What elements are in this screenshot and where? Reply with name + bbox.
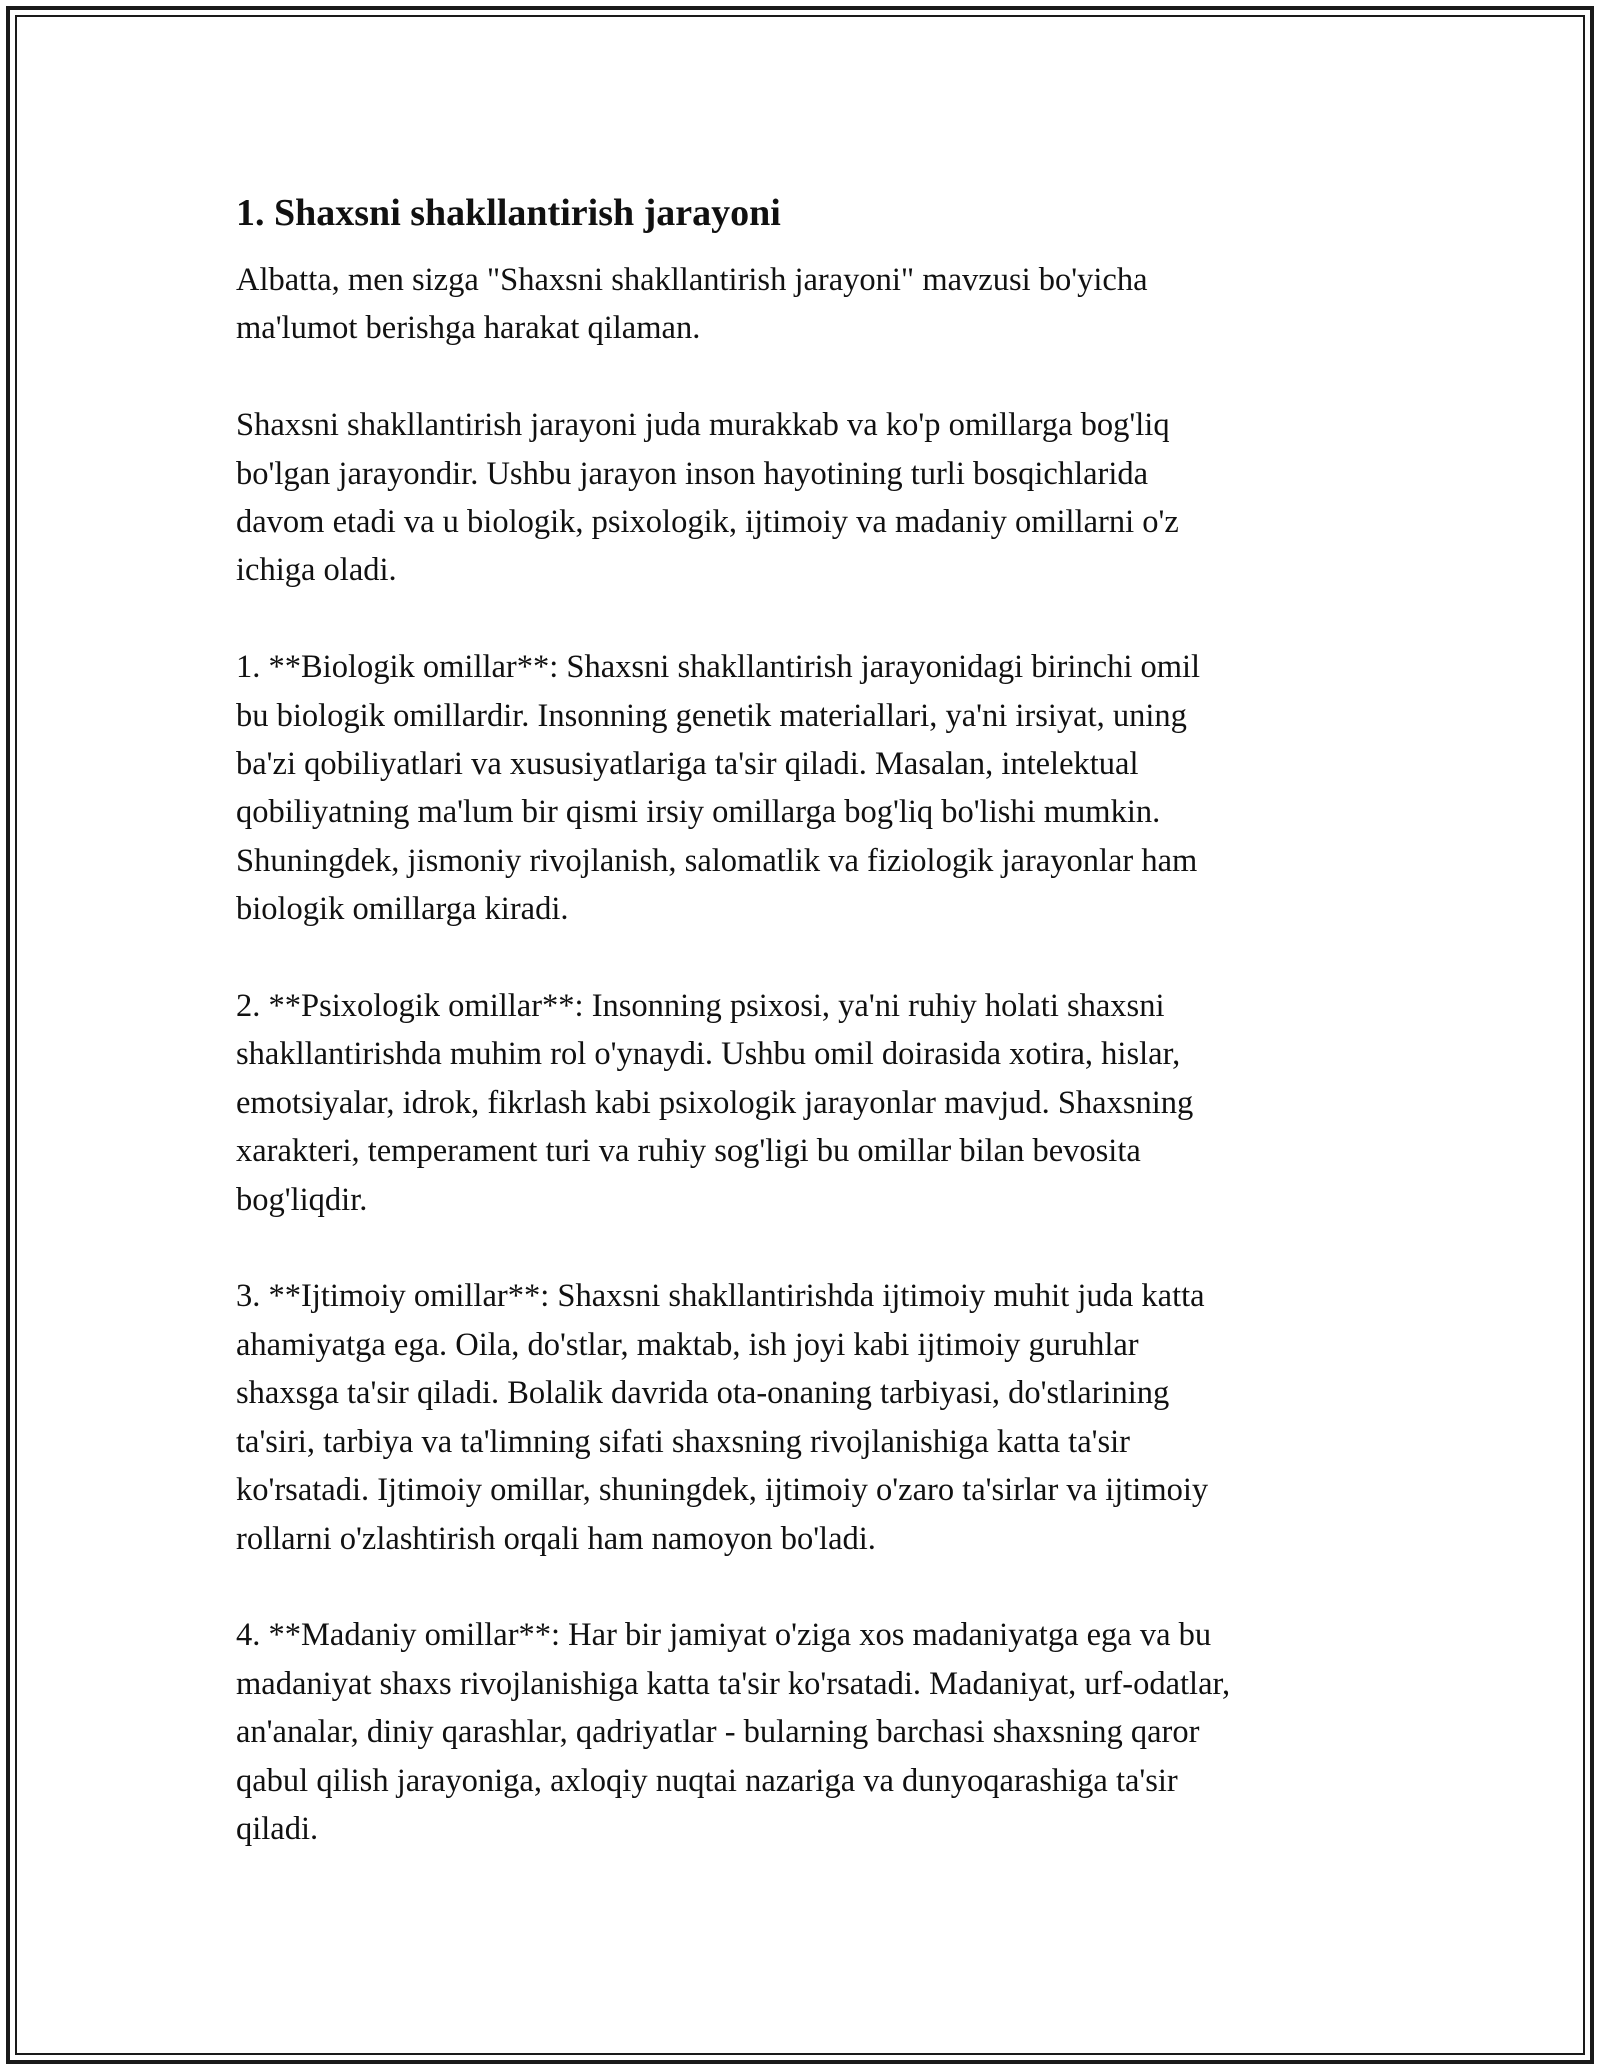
text-line: xarakteri, temperament turi va ruhiy sog'ligi bu omillar bilan bevosita xyxy=(236,1133,1141,1170)
text-line: madaniyat shaxs rivojlanishiga katta ta'sir ko'rsatadi. Madaniyat, urf-odatlar, xyxy=(236,1665,1231,1702)
text-line: Shaxsni shakllantirish jarayoni juda murakkab va ko'p omillarga bog'liq xyxy=(236,407,1170,444)
text-line: ma'lumot berishga harakat qilaman. xyxy=(236,310,701,347)
text-line: biologik omillarga kiradi. xyxy=(236,891,569,928)
text-line: shaxsga ta'sir qiladi. Bolalik davrida ota-onaning tarbiyasi, do'stlarining xyxy=(236,1375,1170,1412)
text-line: shakllantirishda muhim rol o'ynaydi. Ushbu omil doirasida xotira, hislar, xyxy=(236,1036,1181,1073)
paragraph xyxy=(236,401,1376,595)
paragraph xyxy=(236,1272,1376,1562)
text-line: 4. **Madaniy omillar**: Har bir jamiyat o'ziga xos madaniyatga ega va bu xyxy=(236,1617,1212,1654)
text-line: davom etadi va u biologik, psixologik, ijtimoiy va madaniy omillarni o'z xyxy=(236,504,1179,541)
paragraph xyxy=(236,982,1376,1224)
text-line: bo'lgan jarayondir. Ushbu jarayon inson hayotining turli bosqichlarida xyxy=(236,455,1149,492)
text-line: bu biologik omillardir. Insonning genetik materiallari, ya'ni irsiyat, uning xyxy=(236,697,1187,734)
text-line: Albatta, men sizga "Shaxsni shakllantirish jarayoni" mavzusi bo'yicha xyxy=(236,262,1148,298)
text-line: 3. **Ijtimoiy omillar**: Shaxsni shakllantirishda ijtimoiy muhit juda katta xyxy=(236,1278,1205,1315)
text-line: ba'zi qobiliyatlari va xususiyatlariga ta'sir qiladi. Masalan, intelektual xyxy=(236,746,1139,783)
paragraph-list xyxy=(236,256,1376,1853)
paragraph xyxy=(236,256,1376,353)
text-line: qabul qilish jarayoniga, axloqiy nuqtai nazariga va dunyoqarashiga ta'sir xyxy=(236,1762,1178,1799)
text-line: 2. **Psixologik omillar**: Insonning psixosi, ya'ni ruhiy holati shaxsni xyxy=(236,988,1165,1025)
text-line: ichiga oladi. xyxy=(236,552,397,589)
text-line: bog'liqdir. xyxy=(236,1181,368,1218)
text-line: emotsiyalar, idrok, fikrlash kabi psixologik jarayonlar mavjud. Shaxsning xyxy=(236,1084,1194,1121)
text-line: 1. **Biologik omillar**: Shaxsni shakllantirish jarayonidagi birinchi omil xyxy=(236,649,1201,686)
text-line: qobiliyatning ma'lum bir qismi irsiy omillarga bog'liq bo'lishi mumkin. xyxy=(236,794,1161,831)
document-body xyxy=(236,186,1376,1902)
paragraph xyxy=(236,643,1376,933)
text-line: Shuningdek, jismoniy rivojlanish, salomatlik va fiziologik jarayonlar ham xyxy=(236,842,1198,879)
text-line: rollarni o'zlashtirish orqali ham namoyon bo'ladi. xyxy=(236,1520,876,1557)
text-line: an'analar, diniy qarashlar, qadriyatlar - bularning barchasi shaxsning qaror xyxy=(236,1714,1200,1751)
paragraph xyxy=(236,1611,1376,1853)
text-line: ta'siri, tarbiya va ta'limning sifati shaxsning rivojlanishiga katta ta'sir xyxy=(236,1423,1130,1460)
text-line: ahamiyatga ega. Oila, do'stlar, maktab, ish joyi kabi ijtimoiy guruhlar xyxy=(236,1326,1139,1363)
text-line: ko'rsatadi. Ijtimoiy omillar, shuningdek, ijtimoiy o'zaro ta'sirlar va ijtimoiy xyxy=(236,1472,1209,1509)
text-line: qiladi. xyxy=(236,1810,319,1847)
document-title: 1. Shaxsni shakllantirish jarayoni xyxy=(236,192,781,234)
